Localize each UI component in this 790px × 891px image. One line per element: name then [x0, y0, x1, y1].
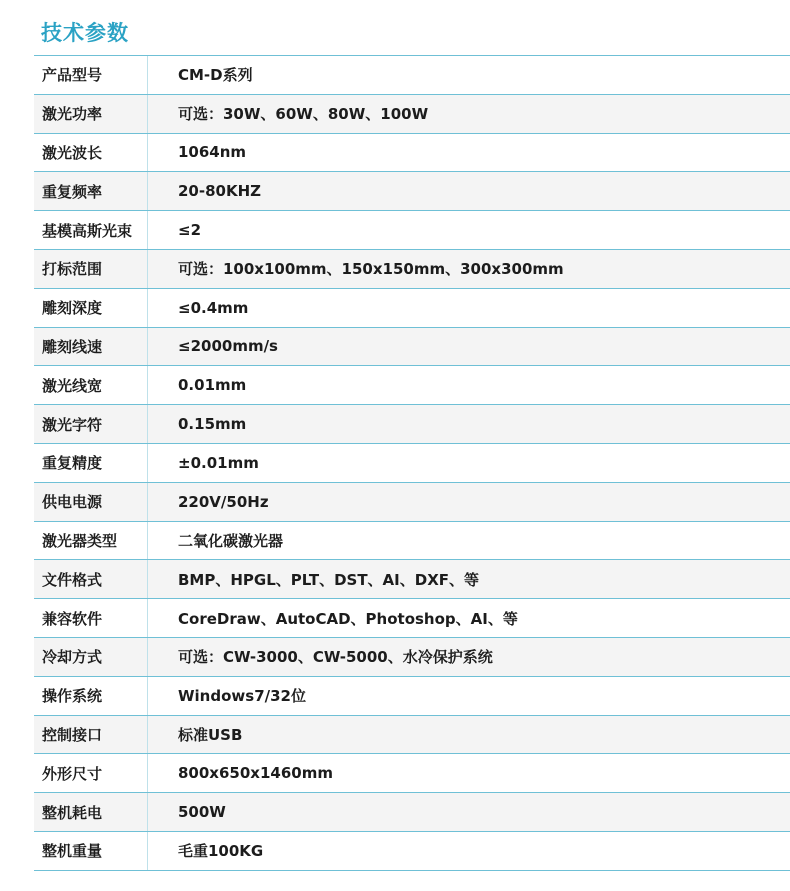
spec-value: 可选：100x100mm、150x150mm、300x300mm [178, 260, 564, 279]
table-row [34, 134, 790, 173]
spec-label: 重复精度 [42, 454, 103, 473]
spec-label: 激光线宽 [42, 376, 103, 395]
table-row [34, 754, 790, 793]
spec-label: 文件格式 [42, 570, 103, 589]
column-divider [147, 444, 148, 482]
spec-label: 兼容软件 [42, 609, 103, 628]
column-divider [147, 522, 148, 560]
spec-label: 整机耗电 [42, 803, 103, 822]
table-row [34, 366, 790, 405]
table-row [34, 638, 790, 677]
spec-label: 产品型号 [42, 66, 103, 85]
table-row [34, 211, 790, 250]
spec-value: BMP、HPGL、PLT、DST、AI、DXF、等 [178, 570, 480, 589]
spec-value: 标准USB [178, 725, 243, 744]
spec-label: 整机重量 [42, 842, 103, 861]
column-divider [147, 832, 148, 870]
column-divider [147, 289, 148, 327]
column-divider [147, 405, 148, 443]
column-divider [147, 754, 148, 792]
table-row [34, 56, 790, 95]
spec-value: 二氧化碳激光器 [178, 531, 284, 550]
spec-label: 激光字符 [42, 415, 103, 434]
spec-value: ≤2000mm/s [178, 337, 278, 356]
column-divider [147, 366, 148, 404]
spec-value: 500W [178, 803, 226, 822]
spec-label: 激光功率 [42, 105, 103, 124]
spec-label: 打标范围 [42, 260, 103, 279]
spec-value: Windows7/32位 [178, 687, 306, 706]
column-divider [147, 95, 148, 133]
spec-value: 0.15mm [178, 415, 247, 434]
table-row [34, 250, 790, 289]
spec-label: 激光器类型 [42, 531, 118, 550]
column-divider [147, 483, 148, 521]
spec-value: 毛重100KG [178, 842, 264, 861]
spec-label: 操作系统 [42, 687, 103, 706]
table-row [34, 560, 790, 599]
column-divider [147, 716, 148, 754]
spec-label: 重复频率 [42, 182, 103, 201]
table-row [34, 522, 790, 561]
column-divider [147, 328, 148, 366]
spec-label: 雕刻线速 [42, 337, 103, 356]
spec-value: ±0.01mm [178, 453, 259, 472]
table-row [34, 716, 790, 755]
column-divider [147, 599, 148, 637]
table-row [34, 328, 790, 367]
spec-label: 供电电源 [42, 493, 103, 512]
column-divider [147, 793, 148, 831]
column-divider [147, 677, 148, 715]
spec-value: CoreDraw、AutoCAD、Photoshop、AI、等 [178, 609, 518, 628]
table-row [34, 95, 790, 134]
spec-label: 冷却方式 [42, 648, 103, 667]
table-row [34, 483, 790, 522]
spec-label: 激光波长 [42, 143, 103, 162]
table-row [34, 599, 790, 638]
table-row [34, 405, 790, 444]
spec-label: 雕刻深度 [42, 299, 103, 318]
column-divider [147, 638, 148, 676]
spec-label: 控制接口 [42, 725, 103, 744]
spec-value: ≤2 [178, 221, 202, 240]
spec-value: 20-80KHZ [178, 182, 262, 201]
table-row [34, 677, 790, 716]
spec-table [34, 55, 790, 871]
spec-value: 220V/50Hz [178, 492, 269, 511]
spec-value: 800x650x1460mm [178, 764, 333, 783]
column-divider [147, 172, 148, 210]
spec-label: 外形尺寸 [42, 764, 103, 783]
table-row [34, 444, 790, 483]
spec-value: 可选：CW-3000、CW-5000、水冷保护系统 [178, 648, 493, 667]
column-divider [147, 134, 148, 172]
spec-value: CM-D系列 [178, 66, 253, 85]
table-row [34, 793, 790, 832]
spec-value: 1064nm [178, 143, 247, 162]
column-divider [147, 211, 148, 249]
table-row [34, 289, 790, 328]
table-row [34, 832, 790, 871]
spec-value: ≤0.4mm [178, 298, 249, 317]
column-divider [147, 56, 148, 94]
column-divider [147, 560, 148, 598]
spec-value: 0.01mm [178, 376, 247, 395]
table-row [34, 172, 790, 211]
spec-value: 可选：30W、60W、80W、100W [178, 105, 429, 124]
page-title: 技术参数 [41, 21, 129, 45]
column-divider [147, 250, 148, 288]
spec-label: 基模高斯光束 [42, 221, 133, 240]
